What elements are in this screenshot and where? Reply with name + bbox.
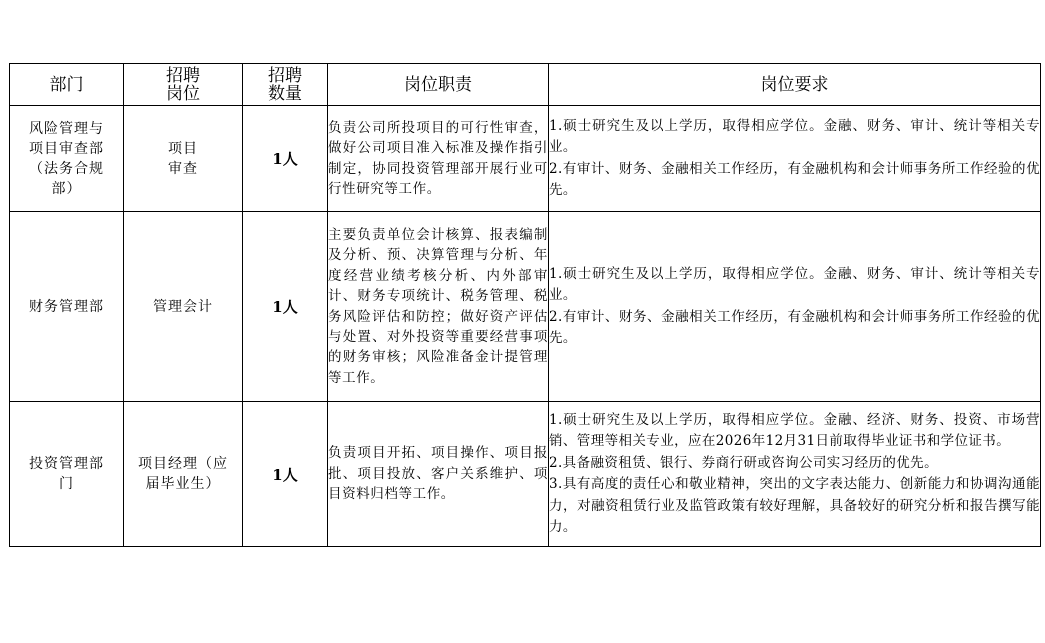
count-cell: 1人 bbox=[243, 212, 328, 402]
department-cell: 风险管理与 项目审查部 （法务合规 部） bbox=[10, 106, 124, 212]
count-cell: 1人 bbox=[243, 402, 328, 547]
requirements-cell: 1.硕士研究生及以上学历，取得相应学位。金融、财务、审计、统计等相关专业。 2.有审计、财务、金融相关工作经历，有金融机构和会计师事务所工作经验的优先。 bbox=[549, 212, 1041, 402]
header-row bbox=[10, 64, 1041, 106]
department-cell: 财务管理部 bbox=[10, 212, 124, 402]
requirements-cell: 1.硕士研究生及以上学历，取得相应学位。金融、经济、财务、投资、市场营销、管理等相关专业，应在2026年12月31日前取得毕业证书和学位证书。 2.具备融资租赁、银行、券商行研或咨询公司实习经历的优先。 3.具有高度的责任心和敬业精神，突出的文字表达能力、创新能力和协调沟通能力，对融资租赁行业及监管政策有较好理解，具备较好的研究分析和报告撰写能力。 bbox=[549, 402, 1041, 547]
duties-cell: 负责项目开拓、项目操作、项目报批、项目投放、客户关系维护、项目资料归档等工作。 bbox=[328, 402, 549, 547]
requirements-cell: 1.硕士研究生及以上学历，取得相应学位。金融、财务、审计、统计等相关专业。 2.有审计、财务、金融相关工作经历，有金融机构和会计师事务所工作经验的优先。 bbox=[549, 106, 1041, 212]
position-cell: 管理会计 bbox=[124, 212, 243, 402]
table-row bbox=[10, 402, 1041, 547]
header-count: 招聘 数量 bbox=[243, 64, 328, 106]
header-requirements: 岗位要求 bbox=[549, 64, 1041, 106]
count-cell: 1人 bbox=[243, 106, 328, 212]
header-position: 招聘 岗位 bbox=[124, 64, 243, 106]
department-cell: 投资管理部 门 bbox=[10, 402, 124, 547]
position-cell: 项目 审查 bbox=[124, 106, 243, 212]
recruitment-table bbox=[9, 63, 1041, 547]
position-cell: 项目经理（应 届毕业生） bbox=[124, 402, 243, 547]
table-row bbox=[10, 212, 1041, 402]
table-row bbox=[10, 106, 1041, 212]
duties-cell: 负责公司所投项目的可行性审查，做好公司项目准入标准及操作指引制定，协同投资管理部开展行业可行性研究等工作。 bbox=[328, 106, 549, 212]
duties-cell: 主要负责单位会计核算、报表编制及分析、预、决算管理与分析、年度经营业绩考核分析、内外部审计、财务专项统计、税务管理、税务风险评估和防控；做好资产评估与处置、对外投资等重要经营事项的财务审核；风险准备金计提管理等工作。 bbox=[328, 212, 549, 402]
header-department: 部门 bbox=[10, 64, 124, 106]
header-duties: 岗位职责 bbox=[328, 64, 549, 106]
